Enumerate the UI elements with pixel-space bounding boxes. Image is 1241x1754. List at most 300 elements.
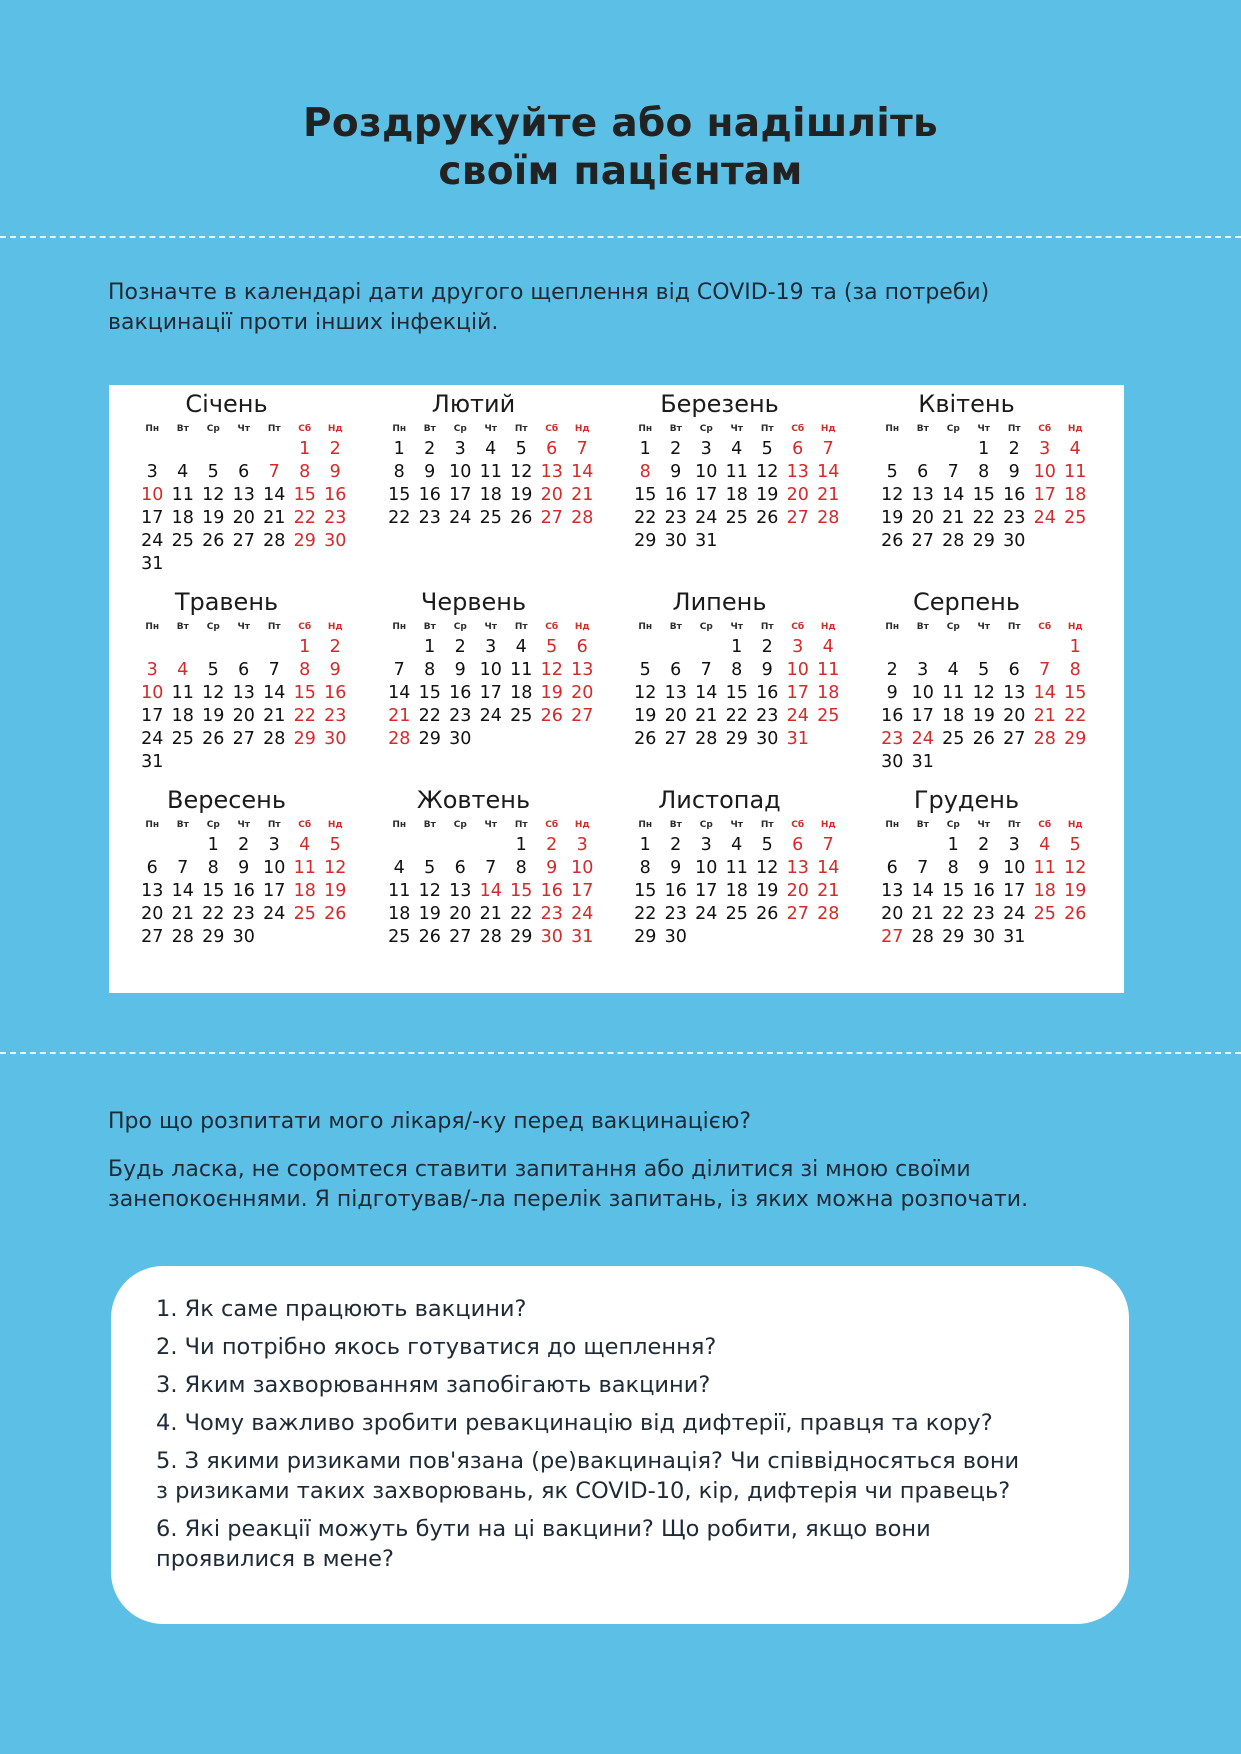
day-cell: 7 — [576, 439, 588, 459]
month-block — [109, 390, 347, 576]
weekday-label: Ср — [453, 424, 467, 434]
day-cell: 10 — [141, 485, 164, 505]
empty-cell — [198, 636, 229, 659]
day-cell: 25 — [725, 508, 748, 528]
weekday-label: Вт — [669, 424, 682, 434]
day-cell: 22 — [1064, 706, 1087, 726]
day-cell: 31 — [786, 729, 809, 749]
day-cell: 1 — [978, 439, 990, 459]
question-6-line-1: 6. Які реакції можуть бути на ці вакцини? Що робити, якщо вони — [156, 1516, 931, 1542]
weekday-label: Пн — [145, 424, 160, 434]
day-cell: 30 — [449, 729, 472, 749]
day-cell: 10 — [141, 683, 164, 703]
day-cell: 1 — [639, 835, 651, 855]
day-cell: 9 — [761, 660, 773, 680]
empty-cell — [259, 438, 290, 461]
day-cell: 14 — [571, 462, 594, 482]
day-cell: 7 — [822, 439, 834, 459]
weekday-label: Сб — [1038, 424, 1052, 434]
day-cell: 12 — [972, 683, 995, 703]
empty-cell — [908, 636, 939, 659]
day-cell: 11 — [942, 683, 965, 703]
day-cell: 10 — [695, 858, 718, 878]
question-item — [156, 1446, 1089, 1506]
day-cell: 7 — [485, 858, 497, 878]
questions-intro — [108, 1107, 1148, 1233]
day-cell: 20 — [664, 706, 687, 726]
day-cell: 15 — [293, 485, 316, 505]
day-cell: 26 — [510, 508, 533, 528]
day-cell: 9 — [670, 462, 682, 482]
month-name: Березень — [660, 390, 779, 418]
day-cell: 15 — [942, 881, 965, 901]
page-title — [0, 100, 1241, 196]
day-cell: 11 — [1064, 462, 1087, 482]
day-cell: 11 — [1033, 858, 1056, 878]
month-grid — [137, 420, 347, 576]
day-cell: 22 — [293, 508, 316, 528]
day-cell: 10 — [479, 660, 502, 680]
day-cell: 25 — [171, 729, 194, 749]
weekday-label: Сб — [791, 424, 805, 434]
day-cell: 20 — [1003, 706, 1026, 726]
day-cell: 6 — [1008, 660, 1020, 680]
day-cell: 14 — [479, 881, 502, 901]
day-cell: 5 — [1069, 835, 1081, 855]
weekday-label: Сб — [545, 622, 559, 632]
day-cell: 28 — [942, 531, 965, 551]
day-cell: 30 — [664, 927, 687, 947]
empty-cell — [877, 636, 908, 659]
day-cell: 21 — [695, 706, 718, 726]
weekday-label: Нд — [820, 424, 836, 434]
weekday-label: Нд — [1067, 622, 1083, 632]
day-cell: 14 — [263, 683, 286, 703]
day-cell: 27 — [232, 729, 255, 749]
day-cell: 8 — [424, 660, 436, 680]
weekday-label: Нд — [327, 820, 343, 830]
day-cell: 17 — [449, 485, 472, 505]
day-cell: 23 — [972, 904, 995, 924]
weekday-label: Нд — [1067, 424, 1083, 434]
day-cell: 4 — [515, 637, 527, 657]
empty-cell — [1030, 636, 1061, 659]
day-cell: 5 — [329, 835, 341, 855]
day-cell: 15 — [510, 881, 533, 901]
day-cell: 2 — [454, 637, 466, 657]
question-2-line-1: 2. Чи потрібно якось готуватися до щеплення? — [156, 1334, 717, 1360]
year-calendar — [109, 385, 1124, 993]
day-cell: 26 — [756, 508, 779, 528]
day-cell: 30 — [540, 927, 563, 947]
day-cell: 7 — [268, 462, 280, 482]
day-cell: 29 — [634, 531, 657, 551]
day-cell: 6 — [238, 462, 250, 482]
day-cell: 13 — [911, 485, 934, 505]
weekday-label: Пт — [760, 424, 774, 434]
day-cell: 9 — [329, 462, 341, 482]
day-cell: 18 — [1064, 485, 1087, 505]
day-cell: 5 — [978, 660, 990, 680]
empty-cell — [384, 834, 415, 857]
day-cell: 24 — [263, 904, 286, 924]
day-cell: 3 — [268, 835, 280, 855]
day-cell: 3 — [576, 835, 588, 855]
day-cell: 21 — [388, 706, 411, 726]
day-cell: 27 — [449, 927, 472, 947]
day-cell: 6 — [576, 637, 588, 657]
day-cell: 17 — [263, 881, 286, 901]
day-cell: 7 — [917, 858, 929, 878]
day-cell: 24 — [449, 508, 472, 528]
weekday-label: Чт — [977, 424, 990, 434]
month-block — [849, 786, 1087, 949]
day-cell: 14 — [171, 881, 194, 901]
day-cell: 20 — [571, 683, 594, 703]
day-cell: 19 — [756, 881, 779, 901]
day-cell: 14 — [1033, 683, 1056, 703]
weekday-label: Сб — [791, 820, 805, 830]
day-cell: 26 — [540, 706, 563, 726]
day-cell: 29 — [972, 531, 995, 551]
day-cell: 28 — [479, 927, 502, 947]
day-cell: 6 — [792, 835, 804, 855]
day-cell: 20 — [449, 904, 472, 924]
weekday-label: Чт — [237, 622, 250, 632]
day-cell: 4 — [177, 462, 189, 482]
day-cell: 26 — [1064, 904, 1087, 924]
day-cell: 5 — [886, 462, 898, 482]
weekday-label: Ср — [699, 820, 713, 830]
weekday-label: Ср — [946, 622, 960, 632]
day-cell: 14 — [388, 683, 411, 703]
day-cell: 13 — [881, 881, 904, 901]
weekday-label: Пн — [638, 424, 653, 434]
weekday-label: Ср — [699, 424, 713, 434]
day-cell: 29 — [1064, 729, 1087, 749]
weekday-label: Нд — [820, 622, 836, 632]
day-cell: 11 — [171, 485, 194, 505]
weekday-label: Пн — [885, 622, 900, 632]
day-cell: 4 — [1069, 439, 1081, 459]
day-cell: 10 — [695, 462, 718, 482]
day-cell: 7 — [177, 858, 189, 878]
question-3-line-1: 3. Яким захворюванням запобігають вакцини? — [156, 1372, 711, 1398]
day-cell: 4 — [393, 858, 405, 878]
day-cell: 10 — [911, 683, 934, 703]
weekday-label: Пт — [514, 424, 528, 434]
day-cell: 18 — [171, 706, 194, 726]
weekday-label: Нд — [820, 820, 836, 830]
day-cell: 9 — [454, 660, 466, 680]
month-grid — [630, 618, 840, 751]
day-cell: 14 — [911, 881, 934, 901]
day-cell: 28 — [388, 729, 411, 749]
day-cell: 22 — [942, 904, 965, 924]
weekday-label: Сб — [1038, 622, 1052, 632]
day-cell: 15 — [293, 683, 316, 703]
day-cell: 16 — [756, 683, 779, 703]
weekday-label: Ср — [699, 622, 713, 632]
day-cell: 10 — [1003, 858, 1026, 878]
day-cell: 22 — [510, 904, 533, 924]
day-cell: 31 — [695, 531, 718, 551]
day-cell: 16 — [540, 881, 563, 901]
day-cell: 19 — [202, 508, 225, 528]
day-cell: 15 — [634, 881, 657, 901]
day-cell: 3 — [917, 660, 929, 680]
day-cell: 26 — [634, 729, 657, 749]
weekday-label: Вт — [423, 622, 436, 632]
day-cell: 12 — [202, 683, 225, 703]
day-cell: 28 — [911, 927, 934, 947]
day-cell: 19 — [202, 706, 225, 726]
day-cell: 15 — [725, 683, 748, 703]
day-cell: 29 — [725, 729, 748, 749]
day-cell: 6 — [792, 439, 804, 459]
day-cell: 25 — [293, 904, 316, 924]
intro-line-1: Позначте в календарі дати другого щеплення від COVID-19 та (за потреби) — [108, 280, 990, 305]
weekday-label: Чт — [977, 622, 990, 632]
weekday-label: Чт — [237, 424, 250, 434]
weekday-label: Пт — [760, 622, 774, 632]
day-cell: 16 — [664, 881, 687, 901]
weekday-label: Чт — [730, 424, 743, 434]
empty-cell — [877, 834, 908, 857]
empty-cell — [168, 438, 199, 461]
day-cell: 4 — [485, 439, 497, 459]
weekday-label: Ср — [453, 622, 467, 632]
empty-cell — [476, 834, 507, 857]
day-cell: 6 — [886, 858, 898, 878]
day-cell: 14 — [817, 462, 840, 482]
day-cell: 2 — [329, 637, 341, 657]
weekday-label: Ср — [206, 820, 220, 830]
day-cell: 5 — [424, 858, 436, 878]
day-cell: 7 — [393, 660, 405, 680]
day-cell: 4 — [822, 637, 834, 657]
day-cell: 30 — [232, 927, 255, 947]
empty-cell — [938, 636, 969, 659]
weekday-label: Пн — [392, 622, 407, 632]
day-cell: 18 — [293, 881, 316, 901]
question-item — [156, 1332, 1089, 1362]
month-name: Січень — [185, 390, 268, 418]
day-cell: 3 — [146, 660, 158, 680]
day-cell: 8 — [639, 858, 651, 878]
day-cell: 28 — [817, 508, 840, 528]
day-cell: 21 — [942, 508, 965, 528]
question-item — [156, 1514, 1089, 1574]
day-cell: 25 — [171, 531, 194, 551]
day-cell: 16 — [1003, 485, 1026, 505]
day-cell: 28 — [263, 531, 286, 551]
day-cell: 19 — [324, 881, 347, 901]
day-cell: 23 — [324, 508, 347, 528]
day-cell: 19 — [1064, 881, 1087, 901]
empty-cell — [938, 438, 969, 461]
day-cell: 10 — [449, 462, 472, 482]
day-cell: 3 — [700, 835, 712, 855]
weekday-label: Вт — [176, 622, 189, 632]
day-cell: 7 — [947, 462, 959, 482]
day-cell: 9 — [978, 858, 990, 878]
day-cell: 12 — [540, 660, 563, 680]
question-item — [156, 1294, 1089, 1324]
day-cell: 31 — [141, 752, 164, 772]
day-cell: 1 — [299, 439, 311, 459]
day-cell: 14 — [817, 858, 840, 878]
title-line-1: Роздрукуйте або надішліть — [303, 101, 938, 146]
day-cell: 26 — [418, 927, 441, 947]
day-cell: 13 — [786, 462, 809, 482]
day-cell: 9 — [886, 683, 898, 703]
weekday-label: Вт — [423, 820, 436, 830]
day-cell: 11 — [293, 858, 316, 878]
weekday-label: Ср — [453, 820, 467, 830]
day-cell: 31 — [1003, 927, 1026, 947]
day-cell: 20 — [232, 508, 255, 528]
day-cell: 9 — [1008, 462, 1020, 482]
weekday-label: Вт — [176, 424, 189, 434]
day-cell: 11 — [817, 660, 840, 680]
day-cell: 25 — [388, 927, 411, 947]
day-cell: 30 — [324, 531, 347, 551]
weekday-label: Нд — [327, 424, 343, 434]
day-cell: 9 — [670, 858, 682, 878]
day-cell: 6 — [238, 660, 250, 680]
day-cell: 16 — [881, 706, 904, 726]
day-cell: 16 — [664, 485, 687, 505]
day-cell: 23 — [540, 904, 563, 924]
day-cell: 30 — [664, 531, 687, 551]
day-cell: 14 — [263, 485, 286, 505]
day-cell: 23 — [449, 706, 472, 726]
month-block — [602, 588, 840, 751]
day-cell: 24 — [695, 508, 718, 528]
empty-cell — [168, 636, 199, 659]
weekday-label: Сб — [791, 622, 805, 632]
weekday-label: Пн — [392, 424, 407, 434]
day-cell: 22 — [972, 508, 995, 528]
month-grid — [630, 420, 840, 553]
weekday-label: Вт — [916, 820, 929, 830]
day-cell: 25 — [1033, 904, 1056, 924]
day-cell: 2 — [670, 439, 682, 459]
day-cell: 16 — [972, 881, 995, 901]
day-cell: 12 — [881, 485, 904, 505]
day-cell: 12 — [634, 683, 657, 703]
day-cell: 27 — [786, 508, 809, 528]
day-cell: 18 — [479, 485, 502, 505]
day-cell: 21 — [171, 904, 194, 924]
day-cell: 20 — [786, 485, 809, 505]
empty-cell — [229, 636, 260, 659]
empty-cell — [999, 636, 1030, 659]
weekday-label: Чт — [237, 820, 250, 830]
day-cell: 27 — [786, 904, 809, 924]
day-cell: 7 — [822, 835, 834, 855]
day-cell: 1 — [299, 637, 311, 657]
day-cell: 17 — [911, 706, 934, 726]
weekday-label: Вт — [669, 820, 682, 830]
question-6-line-2: проявилися в мене? — [156, 1546, 394, 1572]
day-cell: 5 — [761, 439, 773, 459]
empty-cell — [415, 834, 446, 857]
month-name: Листопад — [658, 786, 781, 814]
day-cell: 11 — [479, 462, 502, 482]
day-cell: 4 — [731, 835, 743, 855]
day-cell: 28 — [695, 729, 718, 749]
calendar-instructions — [108, 278, 1138, 338]
day-cell: 8 — [947, 858, 959, 878]
weekday-label: Ср — [206, 622, 220, 632]
day-cell: 1 — [1069, 637, 1081, 657]
weekday-label: Пн — [145, 622, 160, 632]
weekday-label: Сб — [298, 424, 312, 434]
cut-line-bottom — [0, 1052, 1241, 1054]
month-grid — [630, 816, 840, 949]
day-cell: 4 — [1039, 835, 1051, 855]
intro-line-2: вакцинації проти інших інфекцій. — [108, 310, 499, 335]
weekday-label: Чт — [484, 622, 497, 632]
day-cell: 27 — [1003, 729, 1026, 749]
day-cell: 24 — [141, 531, 164, 551]
weekday-label: Нд — [574, 424, 590, 434]
weekday-label: Пт — [1007, 622, 1021, 632]
weekday-label: Пн — [638, 622, 653, 632]
day-cell: 25 — [510, 706, 533, 726]
day-cell: 23 — [1003, 508, 1026, 528]
day-cell: 12 — [324, 858, 347, 878]
day-cell: 8 — [299, 462, 311, 482]
day-cell: 12 — [756, 858, 779, 878]
day-cell: 6 — [917, 462, 929, 482]
day-cell: 18 — [1033, 881, 1056, 901]
day-cell: 17 — [1003, 881, 1026, 901]
day-cell: 5 — [207, 660, 219, 680]
day-cell: 17 — [571, 881, 594, 901]
day-cell: 29 — [942, 927, 965, 947]
title-line-2: своїм пацієнтам — [438, 149, 803, 194]
day-cell: 1 — [515, 835, 527, 855]
empty-cell — [691, 636, 722, 659]
empty-cell — [137, 636, 168, 659]
day-cell: 1 — [731, 637, 743, 657]
day-cell: 18 — [725, 485, 748, 505]
day-cell: 9 — [424, 462, 436, 482]
month-block — [356, 588, 594, 751]
day-cell: 26 — [881, 531, 904, 551]
day-cell: 3 — [146, 462, 158, 482]
weekday-label: Сб — [545, 424, 559, 434]
weekday-label: Ср — [946, 424, 960, 434]
day-cell: 17 — [479, 683, 502, 703]
weekday-label: Пн — [638, 820, 653, 830]
day-cell: 22 — [293, 706, 316, 726]
month-grid — [384, 816, 594, 949]
day-cell: 13 — [232, 485, 255, 505]
weekday-label: Чт — [730, 622, 743, 632]
day-cell: 27 — [540, 508, 563, 528]
day-cell: 23 — [232, 904, 255, 924]
day-cell: 22 — [388, 508, 411, 528]
day-cell: 13 — [786, 858, 809, 878]
day-cell: 2 — [886, 660, 898, 680]
day-cell: 3 — [792, 637, 804, 657]
day-cell: 9 — [238, 858, 250, 878]
day-cell: 24 — [479, 706, 502, 726]
